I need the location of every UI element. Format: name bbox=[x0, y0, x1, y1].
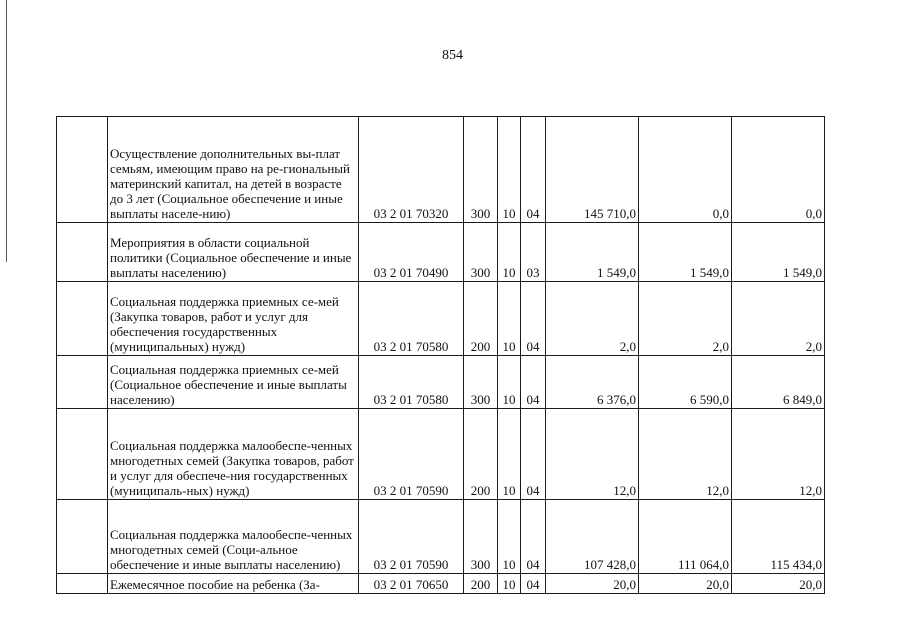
row-number-cell bbox=[57, 409, 108, 500]
table-row bbox=[57, 574, 825, 594]
table-row bbox=[57, 117, 825, 223]
amount-year2-cell: 0,0 bbox=[639, 117, 732, 223]
amount-year2-cell: 2,0 bbox=[639, 282, 732, 356]
row-number-cell bbox=[57, 117, 108, 223]
expense-type-cell: 300 bbox=[464, 356, 498, 409]
amount-year1-cell: 145 710,0 bbox=[546, 117, 639, 223]
description-cell: Ежемесячное пособие на ребенка (За- bbox=[108, 574, 359, 594]
amount-year3-cell: 0,0 bbox=[732, 117, 825, 223]
expense-type-cell: 300 bbox=[464, 223, 498, 282]
expense-type-cell: 300 bbox=[464, 117, 498, 223]
amount-year1-cell: 2,0 bbox=[546, 282, 639, 356]
amount-year3-cell: 2,0 bbox=[732, 282, 825, 356]
table-row bbox=[57, 223, 825, 282]
table-row bbox=[57, 500, 825, 574]
amount-year2-cell: 1 549,0 bbox=[639, 223, 732, 282]
margin-rule bbox=[6, 0, 7, 262]
section-cell: 10 bbox=[498, 500, 521, 574]
description-cell: Осуществление дополнительных вы-плат семьям, имеющим право на ре-гиональный материнский капитал, на детей в возрасте до 3 лет (Социальное обеспечение и иные выплаты населе-нию) bbox=[108, 117, 359, 223]
subsection-cell: 04 bbox=[521, 409, 546, 500]
expense-type-cell: 200 bbox=[464, 409, 498, 500]
section-cell: 10 bbox=[498, 356, 521, 409]
section-cell: 10 bbox=[498, 223, 521, 282]
expense-type-cell: 200 bbox=[464, 282, 498, 356]
subsection-cell: 04 bbox=[521, 117, 546, 223]
subsection-cell: 04 bbox=[521, 574, 546, 594]
amount-year2-cell: 6 590,0 bbox=[639, 356, 732, 409]
amount-year3-cell: 1 549,0 bbox=[732, 223, 825, 282]
row-number-cell bbox=[57, 282, 108, 356]
description-cell: Социальная поддержка малообеспе-ченных многодетных семей (Соци-альное обеспечение и иные выплаты населению) bbox=[108, 500, 359, 574]
amount-year1-cell: 20,0 bbox=[546, 574, 639, 594]
budget-table bbox=[56, 116, 825, 594]
table-row bbox=[57, 409, 825, 500]
amount-year1-cell: 6 376,0 bbox=[546, 356, 639, 409]
description-cell: Социальная поддержка приемных се-мей (Социальное обеспечение и иные выплаты населению) bbox=[108, 356, 359, 409]
subsection-cell: 04 bbox=[521, 500, 546, 574]
target-code-cell: 03 2 01 70650 bbox=[359, 574, 464, 594]
row-number-cell bbox=[57, 223, 108, 282]
target-code-cell: 03 2 01 70590 bbox=[359, 409, 464, 500]
target-code-cell: 03 2 01 70490 bbox=[359, 223, 464, 282]
amount-year3-cell: 115 434,0 bbox=[732, 500, 825, 574]
amount-year1-cell: 12,0 bbox=[546, 409, 639, 500]
target-code-cell: 03 2 01 70320 bbox=[359, 117, 464, 223]
amount-year3-cell: 12,0 bbox=[732, 409, 825, 500]
target-code-cell: 03 2 01 70580 bbox=[359, 356, 464, 409]
description-cell: Социальная поддержка малообеспе-ченных многодетных семей (Закупка товаров, работ и услуг для обеспече-ния государственных (муниципаль-ных) нужд) bbox=[108, 409, 359, 500]
expense-type-cell: 300 bbox=[464, 500, 498, 574]
description-cell: Мероприятия в области социальной политики (Социальное обеспечение и иные выплаты населению) bbox=[108, 223, 359, 282]
expense-type-cell: 200 bbox=[464, 574, 498, 594]
amount-year1-cell: 107 428,0 bbox=[546, 500, 639, 574]
target-code-cell: 03 2 01 70580 bbox=[359, 282, 464, 356]
amount-year2-cell: 12,0 bbox=[639, 409, 732, 500]
target-code-cell: 03 2 01 70590 bbox=[359, 500, 464, 574]
table-row bbox=[57, 356, 825, 409]
amount-year3-cell: 20,0 bbox=[732, 574, 825, 594]
table-row bbox=[57, 282, 825, 356]
amount-year2-cell: 111 064,0 bbox=[639, 500, 732, 574]
section-cell: 10 bbox=[498, 117, 521, 223]
subsection-cell: 04 bbox=[521, 282, 546, 356]
page-number: 854 bbox=[442, 48, 463, 63]
amount-year3-cell: 6 849,0 bbox=[732, 356, 825, 409]
row-number-cell bbox=[57, 356, 108, 409]
section-cell: 10 bbox=[498, 282, 521, 356]
description-cell: Социальная поддержка приемных се-мей (Закупка товаров, работ и услуг для обеспечения государственных (муниципальных) нужд) bbox=[108, 282, 359, 356]
amount-year1-cell: 1 549,0 bbox=[546, 223, 639, 282]
section-cell: 10 bbox=[498, 409, 521, 500]
subsection-cell: 04 bbox=[521, 356, 546, 409]
section-cell: 10 bbox=[498, 574, 521, 594]
row-number-cell bbox=[57, 574, 108, 594]
subsection-cell: 03 bbox=[521, 223, 546, 282]
amount-year2-cell: 20,0 bbox=[639, 574, 732, 594]
row-number-cell bbox=[57, 500, 108, 574]
